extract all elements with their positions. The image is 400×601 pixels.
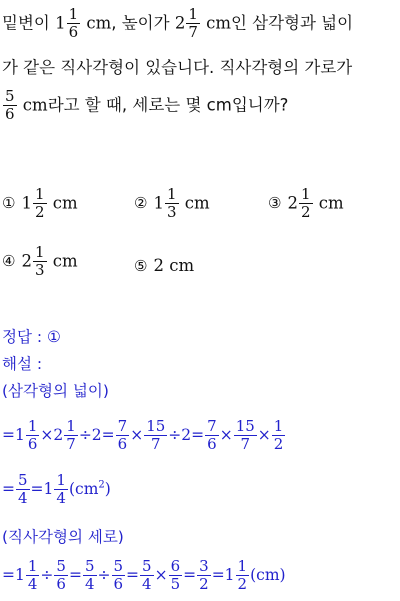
height-fraction: $\frac{1}{7}$ [188,5,198,42]
options-row-2 [2,244,398,288]
question-line-1: 밑변이 1 $\frac{1}{6}$ cm, 높이가 2 $\frac{1}{7}$ cm인 삼각형과 넓이 [2,5,354,42]
width-fraction: $\frac{5}{6}$ [5,87,15,124]
option-3[interactable]: ③ 2 $\frac{1}{2}$ cm [268,185,344,222]
triangle-area-equation-2: = $\frac{5}{4}$ =1 $\frac{1}{4}$ $(cm^2)$ [2,471,111,508]
options-row-1 [2,186,398,230]
option-1[interactable]: ① 1 $\frac{1}{2}$ cm [2,185,78,222]
question-line-3: $\frac{5}{6}$ cm라고 할 때, 세로는 몇 cm입니까? [5,87,289,124]
option-4[interactable]: ④ 2 $\frac{1}{3}$ cm [2,243,78,280]
answer-line: 정답 : ① [2,328,61,346]
rect-height-equation: =1 $\frac{1}{4}$ ÷ $\frac{5}{6}$ = $\frac{5}{4}$ ÷ $\frac{5}{6}$ = $\frac{5}{4}$ × $\frac{6}{5}$ = $\frac{3}{2}$ =1 $\frac{1}{2}$ (cm) [2,557,286,594]
triangle-area-equation-1: =1 $\frac{1}{6}$ ×2 $\frac{1}{7}$ ÷2= $\frac{7}{6}$ × $\frac{15}{7}$ ÷2= $\frac{7}{6}$ × $\frac{15}{7}$ × $\frac{1}{2}$ [2,417,284,454]
triangle-heading: (삼각형의 넓이) [2,382,109,400]
option-5[interactable]: ⑤ 2 cm [134,256,195,275]
option-2[interactable]: ② 1 $\frac{1}{3}$ cm [134,185,210,222]
base-fraction: $\frac{1}{6}$ [68,5,79,42]
question-line-2: 가 같은 직사각형이 있습니다. 직사각형의 가로가 [2,58,353,77]
solution-label: 해설 : [2,355,43,373]
rect-heading: (직사각형의 세로) [2,528,124,546]
